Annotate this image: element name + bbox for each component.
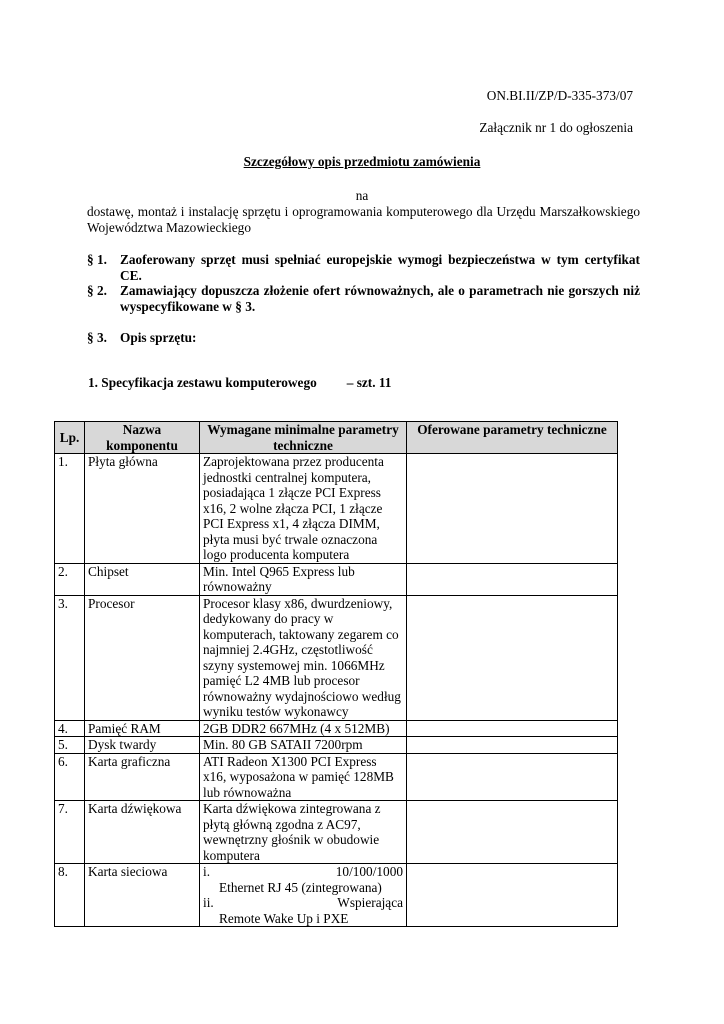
paragraph-1	[87, 252, 640, 283]
cell-offered[interactable]	[407, 753, 618, 801]
item-continuation: Remote Wake Up i PXE	[219, 910, 349, 926]
cell-offered[interactable]	[407, 737, 618, 754]
table-row	[55, 753, 618, 801]
cell-component: Pamięć RAM	[85, 720, 200, 737]
cell-lp: 2.	[55, 563, 85, 595]
cell-offered[interactable]	[407, 720, 618, 737]
cell-required: 2GB DDR2 667MHz (4 x 512MB)	[200, 720, 407, 737]
cell-lp: 6.	[55, 753, 85, 801]
cell-lp: 5.	[55, 737, 85, 754]
cell-required: Karta dźwiękowa zintegrowana z płytą główną zgodna z AC97, wewnętrzny głośnik w obudowie komputera	[200, 801, 407, 864]
paragraph-text: Opis sprzętu:	[120, 330, 197, 345]
cell-lp: 4.	[55, 720, 85, 737]
cell-component: Karta dźwiękowa	[85, 801, 200, 864]
table-row	[55, 737, 618, 754]
table-row	[55, 454, 618, 564]
spec-label: 1. Specyfikacja zestawu komputerowego	[88, 375, 317, 390]
item-first-line: 10/100/1000	[335, 864, 403, 879]
cell-required	[200, 864, 407, 927]
paragraph-2	[87, 283, 640, 314]
paragraph-number: § 3.	[87, 330, 107, 345]
intro-na: na	[355, 188, 369, 203]
cell-lp: 1.	[55, 454, 85, 564]
cell-component: Procesor	[85, 595, 200, 720]
paragraph-text: Zamawiający dopuszcza złożenie ofert równoważnych, ale o parametrach nie gorszych niż wyspecyfikowane w § 3.	[120, 283, 640, 314]
cell-offered[interactable]	[407, 454, 618, 564]
cell-offered[interactable]	[407, 864, 618, 927]
item-number: i.	[203, 864, 211, 879]
spec-quantity: – szt. 11	[346, 375, 392, 390]
item-first-line: Wspierająca	[337, 895, 403, 910]
network-spec-item	[203, 895, 403, 911]
header-component-name: Nazwa komponentu	[85, 422, 200, 454]
cell-required: Min. Intel Q965 Express lub równoważny	[200, 563, 407, 595]
cell-lp: 8.	[55, 864, 85, 927]
cell-offered[interactable]	[407, 563, 618, 595]
table-header-row	[55, 422, 618, 454]
intro-text: dostawę, montaż i instalację sprzętu i oprogramowania komputerowego dla Urzędu Marszałkowskiego Województwa Mazowieckiego	[87, 204, 640, 235]
item-number: ii.	[203, 895, 214, 910]
header-lp: Lp.	[55, 422, 85, 454]
item-continuation: Ethernet RJ 45 (zintegrowana)	[219, 879, 382, 895]
cell-offered[interactable]	[407, 801, 618, 864]
cell-lp: 7.	[55, 801, 85, 864]
network-spec-item	[203, 864, 403, 880]
cell-required: Min. 80 GB SATAII 7200rpm	[200, 737, 407, 754]
components-table	[54, 421, 618, 927]
cell-component: Chipset	[85, 563, 200, 595]
cell-component: Płyta główna	[85, 454, 200, 564]
cell-lp: 3.	[55, 595, 85, 720]
cell-required: Procesor klasy x86, dwurdzeniowy, dedykowany do pracy w komputerach, taktowany zegarem co najmniej 2.4GHz, częstotliwość szyny systemowej min. 1066MHz pamięć L2 4MB lub procesor równoważny wydajnościowo według wyniku testów wykonawcy	[200, 595, 407, 720]
table-row	[55, 801, 618, 864]
paragraph-number: § 1.	[87, 252, 107, 267]
attachment-label: Załącznik nr 1 do ogłoszenia	[479, 120, 633, 135]
cell-offered[interactable]	[407, 595, 618, 720]
cell-component: Karta sieciowa	[85, 864, 200, 927]
table-row	[55, 864, 618, 927]
header-required-params: Wymagane minimalne parametry techniczne	[200, 422, 407, 454]
spec-heading	[88, 375, 391, 391]
paragraph-3	[87, 330, 640, 346]
table-row	[55, 720, 618, 737]
paragraph-number: § 2.	[87, 283, 107, 298]
table-row	[55, 595, 618, 720]
cell-required: Zaprojektowana przez producenta jednostki centralnej komputera, posiadająca 1 złącze PCI Express x16, 2 wolne złącza PCI, 1 złącze PCI Express x1, 4 złącza DIMM, płyta musi być trwale oznaczona logo producenta komputera	[200, 454, 407, 564]
cell-required: ATI Radeon X1300 PCI Express x16, wyposażona w pamięć 128MB lub równoważna	[200, 753, 407, 801]
paragraph-text: Zaoferowany sprzęt musi spełniać europejskie wymogi bezpieczeństwa w tym certyfikat CE.	[120, 252, 640, 283]
table-row	[55, 563, 618, 595]
cell-component: Dysk twardy	[85, 737, 200, 754]
document-title: Szczegółowy opis przedmiotu zamówienia	[243, 154, 481, 169]
cell-component: Karta graficzna	[85, 753, 200, 801]
header-offered-params: Oferowane parametry techniczne	[407, 422, 618, 454]
document-reference: ON.BI.II/ZP/D-335-373/07	[486, 88, 633, 103]
